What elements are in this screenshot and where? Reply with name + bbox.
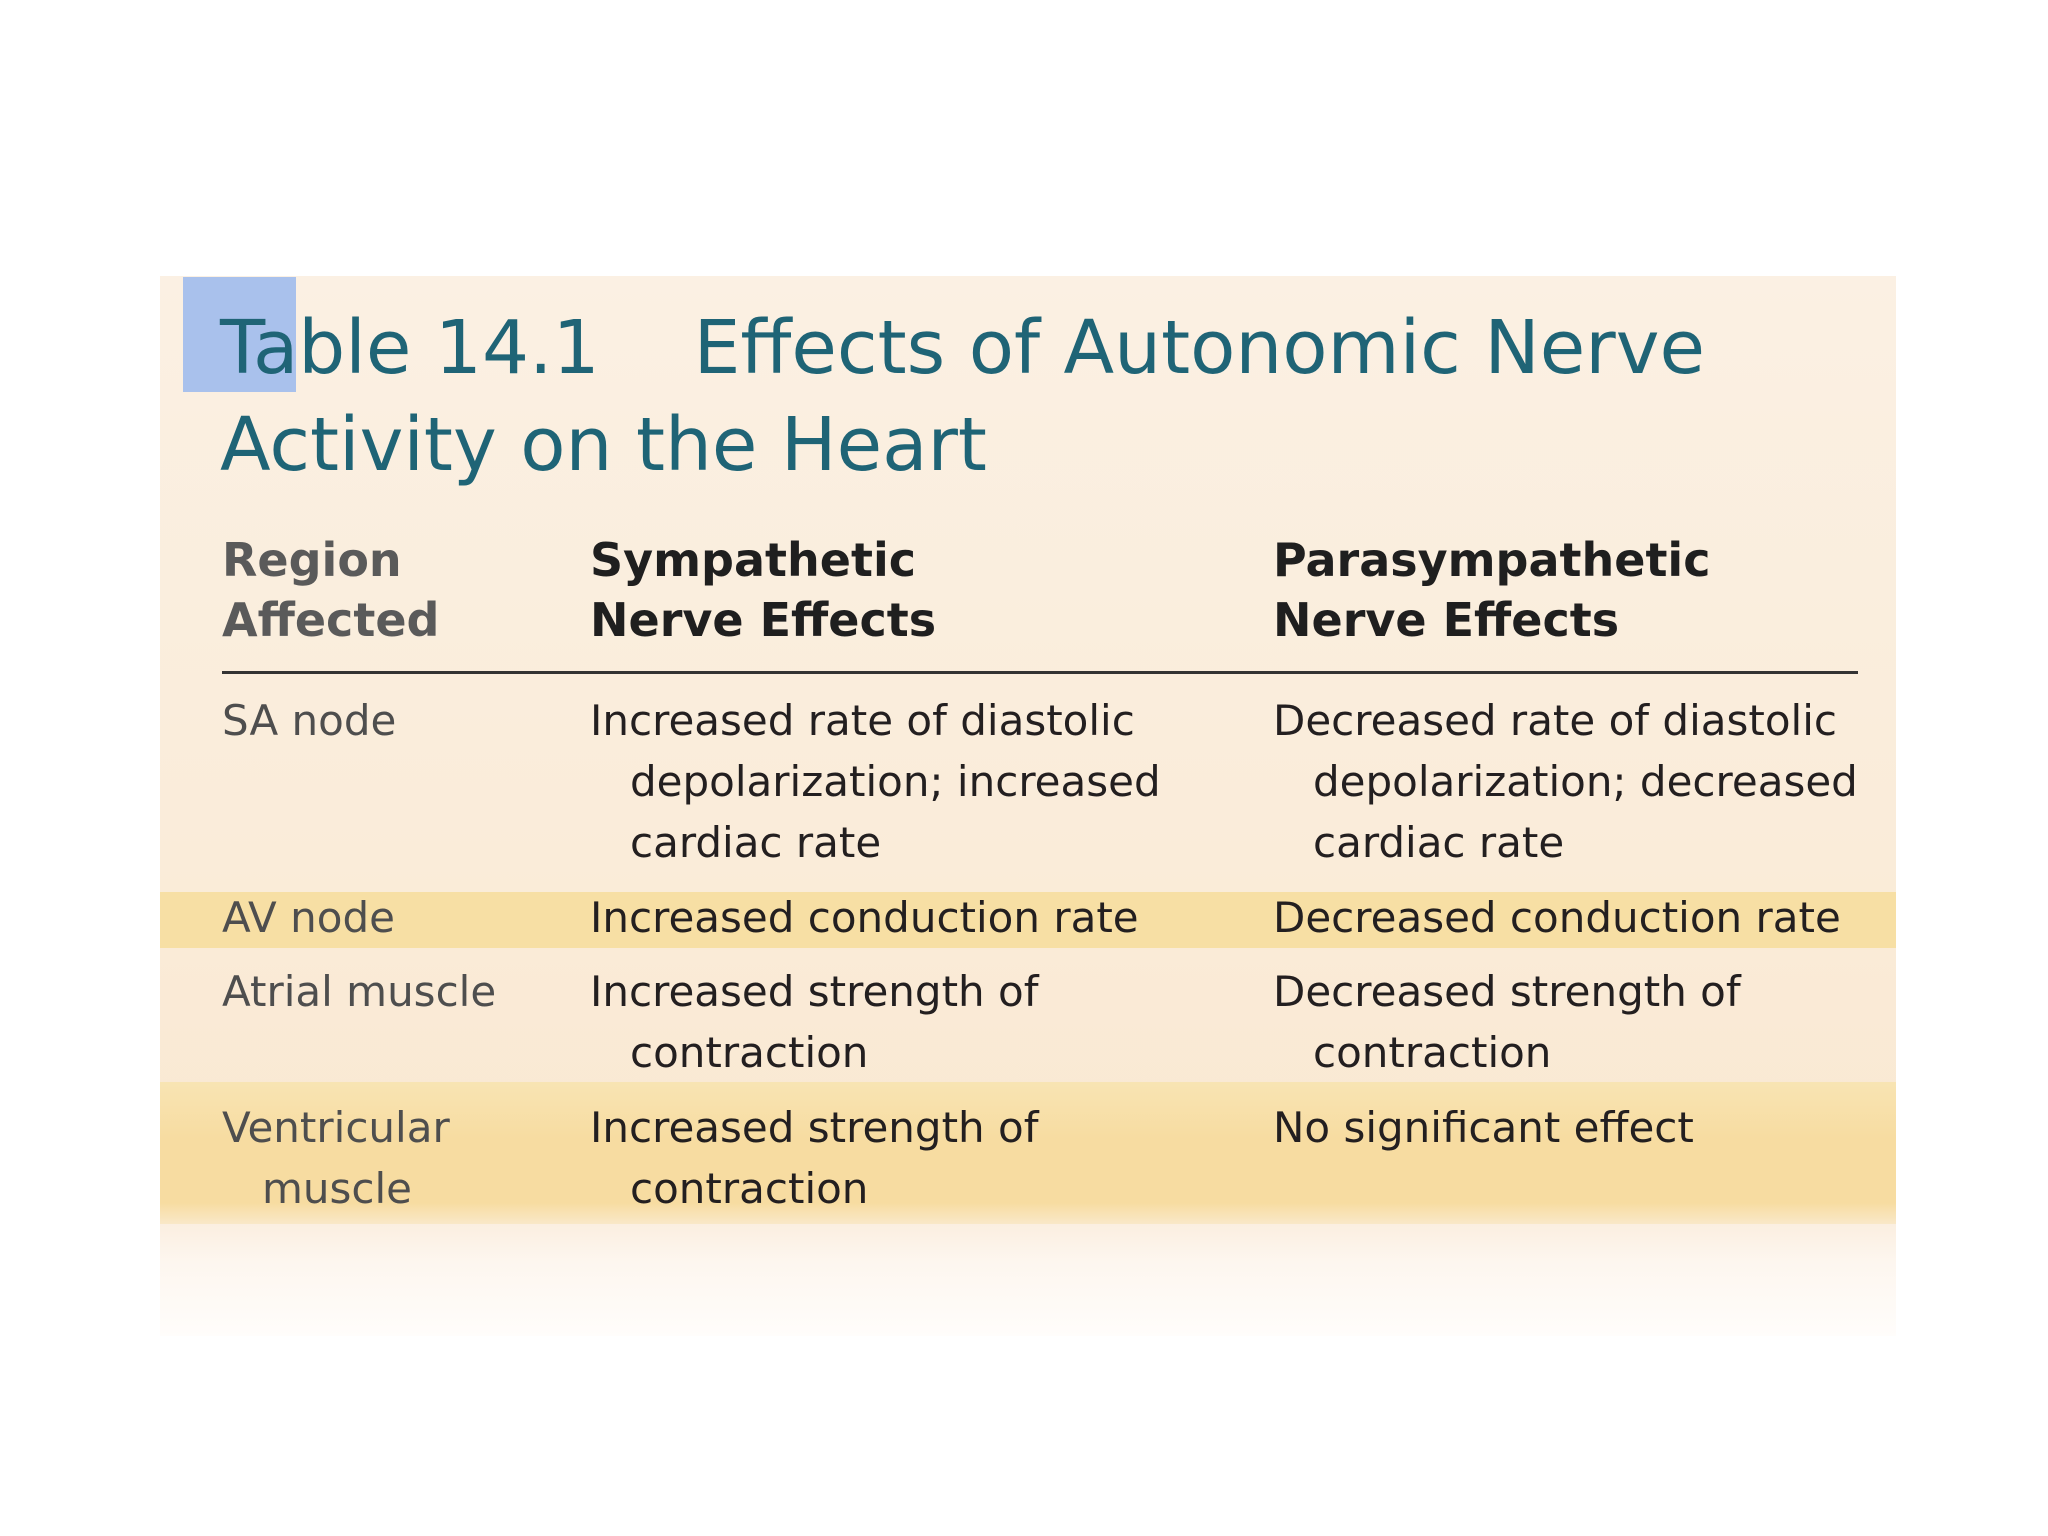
cell-parasympathetic-sa-node: Decreased rate of diastolic depolarization; decreased cardiac rate xyxy=(1273,696,1858,867)
cell-sympathetic-sa-node: Increased rate of diastolic depolarization; increased cardiac rate xyxy=(590,696,1161,867)
cell-sympathetic-av-node: Increased conduction rate xyxy=(590,893,1139,942)
table-title-line2: Activity on the Heart xyxy=(220,402,987,488)
table-number: Table 14.1 xyxy=(220,305,600,391)
cell-region-ventricular-muscle: Ventricular muscle xyxy=(222,1103,450,1213)
cell-sympathetic-atrial-muscle: Increased strength of contraction xyxy=(590,967,1039,1077)
cell-sympathetic-ventricular-muscle: Increased strength of contraction xyxy=(590,1103,1039,1213)
table-title xyxy=(220,300,1705,494)
cell-parasympathetic-ventricular-muscle: No significant effect xyxy=(1273,1103,1694,1152)
cell-parasympathetic-atrial-muscle: Decreased strength of contraction xyxy=(1273,967,1741,1077)
cell-parasympathetic-av-node: Decreased conduction rate xyxy=(1273,893,1841,942)
cell-region-sa-node: SA node xyxy=(222,696,397,745)
header-region-affected: Region Affected xyxy=(222,533,440,647)
header-sympathetic: Sympathetic Nerve Effects xyxy=(590,533,937,647)
cell-region-atrial-muscle: Atrial muscle xyxy=(222,967,497,1016)
table-title-line1: Effects of Autonomic Nerve xyxy=(693,305,1706,391)
cell-region-av-node: AV node xyxy=(222,893,395,942)
header-parasympathetic: Parasympathetic Nerve Effects xyxy=(1273,533,1711,647)
header-divider xyxy=(222,671,1858,674)
